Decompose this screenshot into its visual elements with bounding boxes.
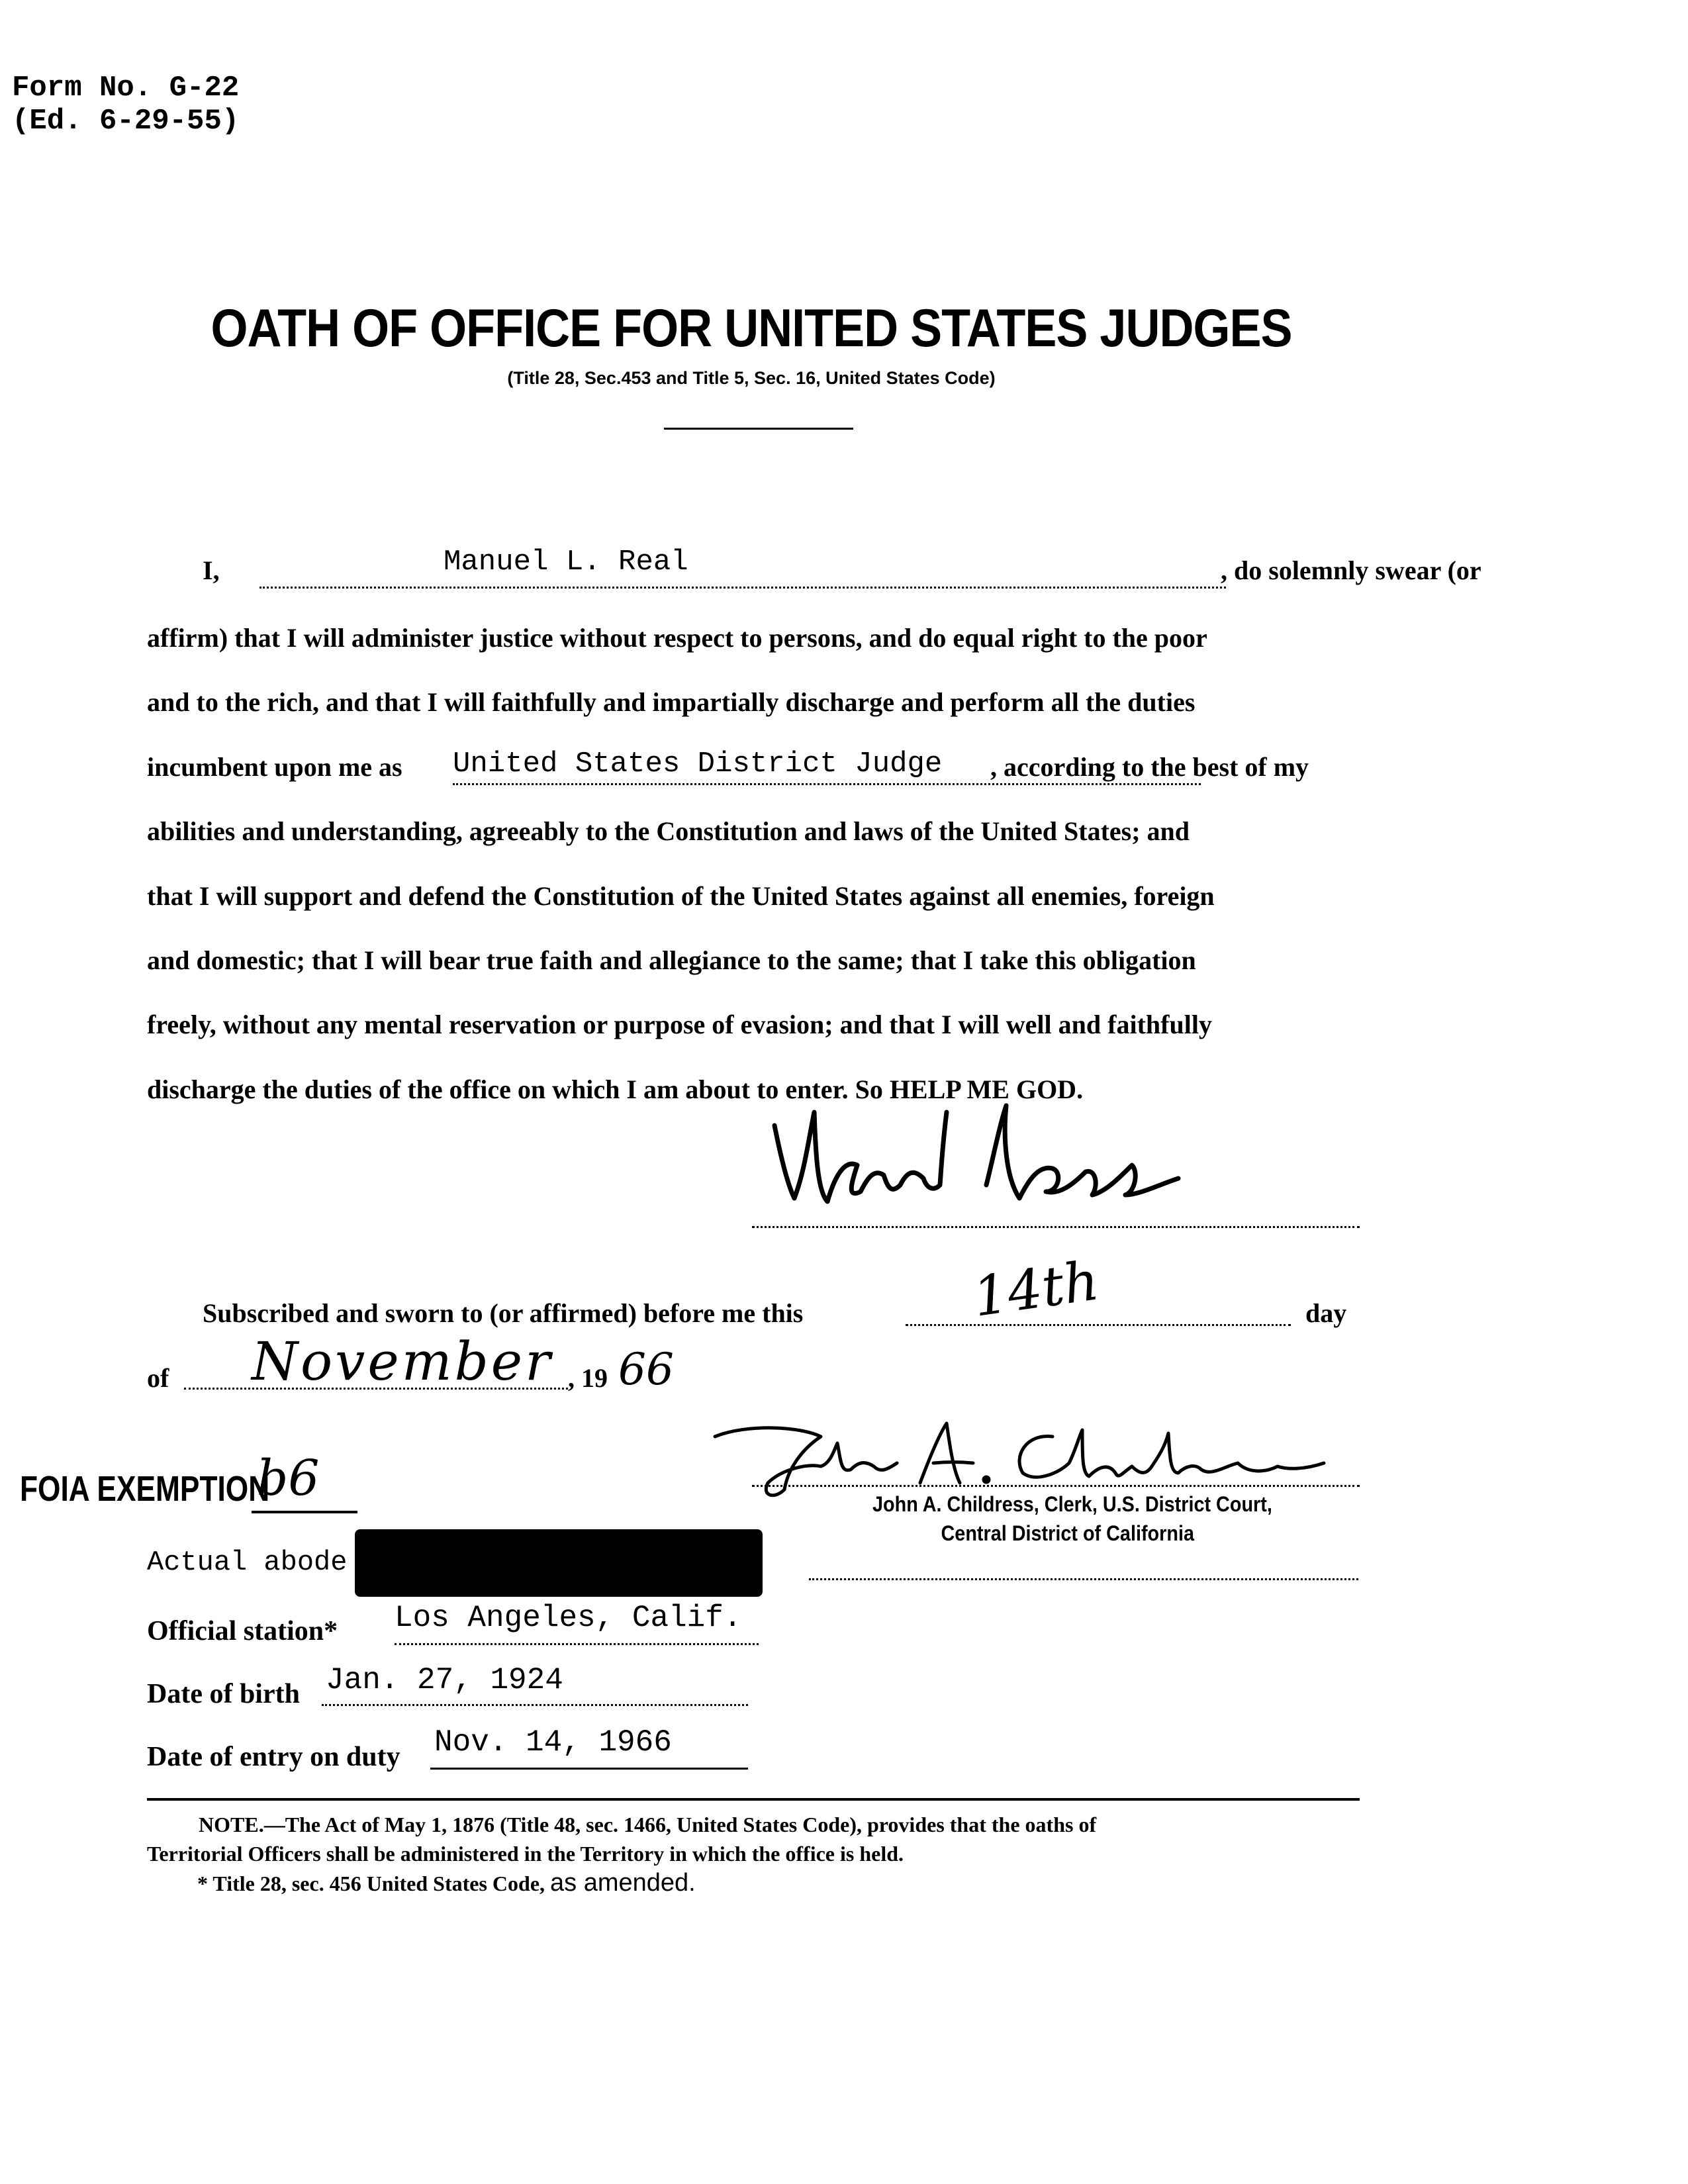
note-block [147,1810,1097,1898]
oath-after-name: , do solemnly swear (or [1221,555,1481,585]
station-blank [395,1643,759,1645]
office-value: United States District Judge [453,747,943,781]
foia-value: b6 [257,1450,320,1507]
note-line3-prefix: * Title 28, sec. 456 United States Code, [197,1872,545,1895]
note-line3-suffix: as amended. [550,1869,696,1897]
clerk-caption [872,1490,1272,1548]
year-prefix: , 19 [568,1363,608,1393]
oath-line-9: discharge the duties of the office on which I am about to enter. So HELP ME GOD. [147,1074,1084,1104]
station-value: Los Angeles, Calif. [395,1601,742,1635]
foia-exemption [20,1450,324,1509]
day-label: day [1305,1298,1347,1328]
clerk-caption-line2: Central District of California [941,1521,1194,1545]
foia-underline [252,1511,357,1513]
clerk-signature-line [752,1485,1360,1487]
title-rule [664,428,853,430]
oath-intro: I, [203,555,220,585]
page-title: OATH OF OFFICE FOR UNITED STATES JUDGES [211,299,1292,358]
oath-line-4-suffix: , according to the best of my [990,752,1309,782]
year-value: 66 [618,1344,674,1395]
form-number [12,71,239,138]
page-subtitle: (Title 28, Sec.453 and Title 5, Sec. 16, United States Code) [507,368,996,388]
note-line1: NOTE.—The Act of May 1, 1876 (Title 48, sec. 1466, United States Code), provides that the oaths of [199,1813,1097,1836]
station-label: Official station* [147,1616,338,1646]
birth-value: Jan. 27, 1924 [326,1663,563,1697]
month-value: November [252,1331,553,1392]
day-blank [906,1324,1291,1326]
entry-blank [430,1768,748,1770]
subscribed-text: Subscribed and sworn to (or affirmed) before me this [203,1298,804,1328]
judge-signature [768,1086,1231,1231]
clerk-signature [708,1410,1331,1503]
birth-blank [322,1704,748,1706]
oath-line-3: and to the rich, and that I will faithfully and impartially discharge and perform all the duties [147,687,1196,717]
abode-label: Actual abode [147,1546,348,1578]
day-value: 14th [969,1249,1103,1329]
of-label: of [147,1363,169,1393]
note-line2: Territorial Officers shall be administered in the Territory in which the office is held. [147,1842,904,1866]
judge-signature-line [752,1226,1360,1228]
abode-redaction [355,1529,763,1597]
abode-blank [809,1578,1358,1580]
form-edition-line: (Ed. 6-29-55) [12,105,240,138]
form-number-line1: Form No. G-22 [12,71,240,105]
birth-label: Date of birth [147,1679,300,1709]
clerk-caption-line1: John A. Childress, Clerk, U.S. District Court, [872,1492,1272,1516]
entry-label: Date of entry on duty [147,1742,400,1772]
oath-name-blank [259,555,1226,589]
entry-value: Nov. 14, 1966 [434,1725,672,1760]
oath-line-8: freely, without any mental reservation or purpose of evasion; and that I will well and faithfully [147,1010,1212,1039]
oath-line-2: affirm) that I will administer justice without respect to persons, and do equal right to the poor [147,623,1207,653]
note-line3 [197,1868,1096,1898]
oath-line-6: that I will support and defend the Constitution of the United States against all enemies, foreign [147,881,1215,911]
oath-line-5: abilities and understanding, agreeably to the Constitution and laws of the United States; and [147,816,1190,846]
oath-name-value: Manuel L. Real [444,546,688,579]
note-rule [147,1798,1360,1801]
oath-line-4-prefix: incumbent upon me as [147,752,402,782]
oath-line-7: and domestic; that I will bear true faith and allegiance to the same; that I take this obligation [147,945,1196,975]
oath-line-4 [147,747,1364,783]
foia-label: FOIA EXEMPTION [20,1469,270,1509]
